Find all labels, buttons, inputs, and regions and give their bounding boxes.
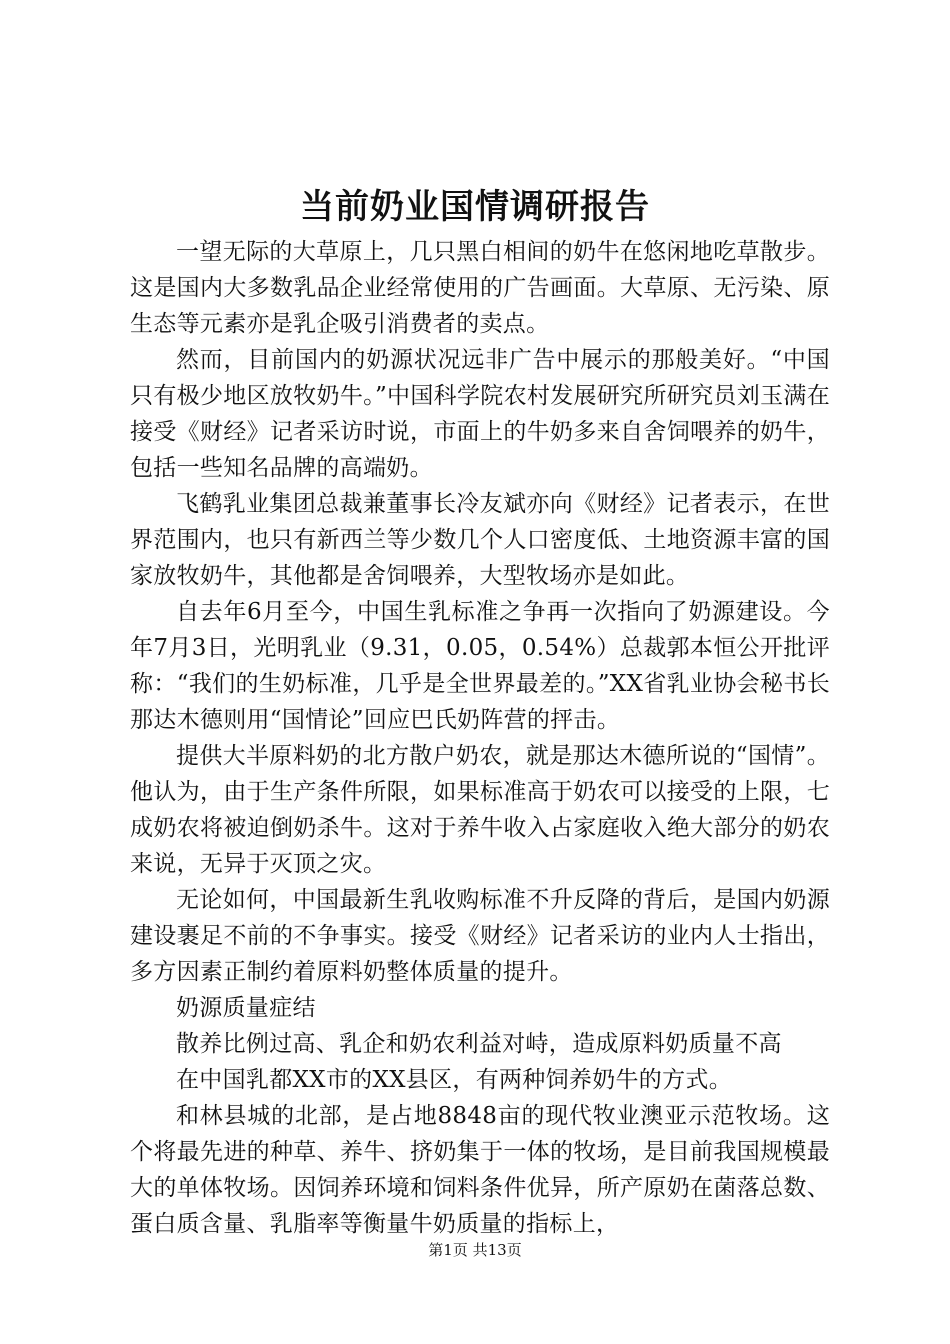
paragraph: 飞鹤乳业集团总裁兼董事长冷友斌亦向《财经》记者表示，在世界范围内，也只有新西兰等少数几个人口密度低、土地资源丰富的国家放牧奶牛，其他都是舍饲喂养，大型牧场亦是如此。 (130, 491, 830, 589)
section-heading: 奶源质量症结 (176, 995, 316, 1021)
paragraph: 在中国乳都XX市的XX县区，有两种饲养奶牛的方式。 (176, 1067, 732, 1093)
document-title: 当前奶业国情调研报告 (300, 187, 650, 227)
document-body (130, 234, 830, 1242)
page-number: 第1页 共13页 (428, 1241, 522, 1259)
paragraph: 自去年6月至今，中国生乳标准之争再一次指向了奶源建设。今年7月3日，光明乳业（9.31，0.05，0.54%）总裁郭本恒公开批评称：“我们的生奶标准，几乎是全世界最差的。”XX省乳业协会秘书长那达木德则用“国情论”回应巴氏奶阵营的抨击。 (130, 599, 830, 733)
paragraph: 然而，目前国内的奶源状况远非广告中展示的那般美好。“中国只有极少地区放牧奶牛。”中国科学院农村发展研究所研究员刘玉满在接受《财经》记者采访时说，市面上的牛奶多来自舍饲喂养的奶牛，包括一些知名品牌的高端奶。 (130, 347, 830, 481)
paragraph: 无论如何，中国最新生乳收购标准不升反降的背后，是国内奶源建设裹足不前的不争事实。接受《财经》记者采访的业内人士指出，多方因素正制约着原料奶整体质量的提升。 (130, 887, 830, 985)
paragraph: 散养比例过高、乳企和奶农利益对峙，造成原料奶质量不高 (176, 1031, 782, 1057)
page-footer (0, 1240, 950, 1260)
paragraph: 一望无际的大草原上，几只黑白相间的奶牛在悠闲地吃草散步。这是国内大多数乳品企业经常使用的广告画面。大草原、无污染、原生态等元素亦是乳企吸引消费者的卖点。 (130, 239, 830, 337)
paragraph: 提供大半原料奶的北方散户奶农，就是那达木德所说的“国情”。他认为，由于生产条件所限，如果标准高于奶农可以接受的上限，七成奶农将被迫倒奶杀牛。这对于养牛收入占家庭收入绝大部分的奶农来说，无异于灭顶之灾。 (130, 743, 830, 877)
paragraph: 和林县城的北部，是占地8848亩的现代牧业澳亚示范牧场。这个将最先进的种草、养牛、挤奶集于一体的牧场，是目前我国规模最大的单体牧场。因饲养环境和饲料条件优异，所产原奶在菌落总数、蛋白质含量、乳脂率等衡量牛奶质量的指标上， (130, 1103, 830, 1237)
